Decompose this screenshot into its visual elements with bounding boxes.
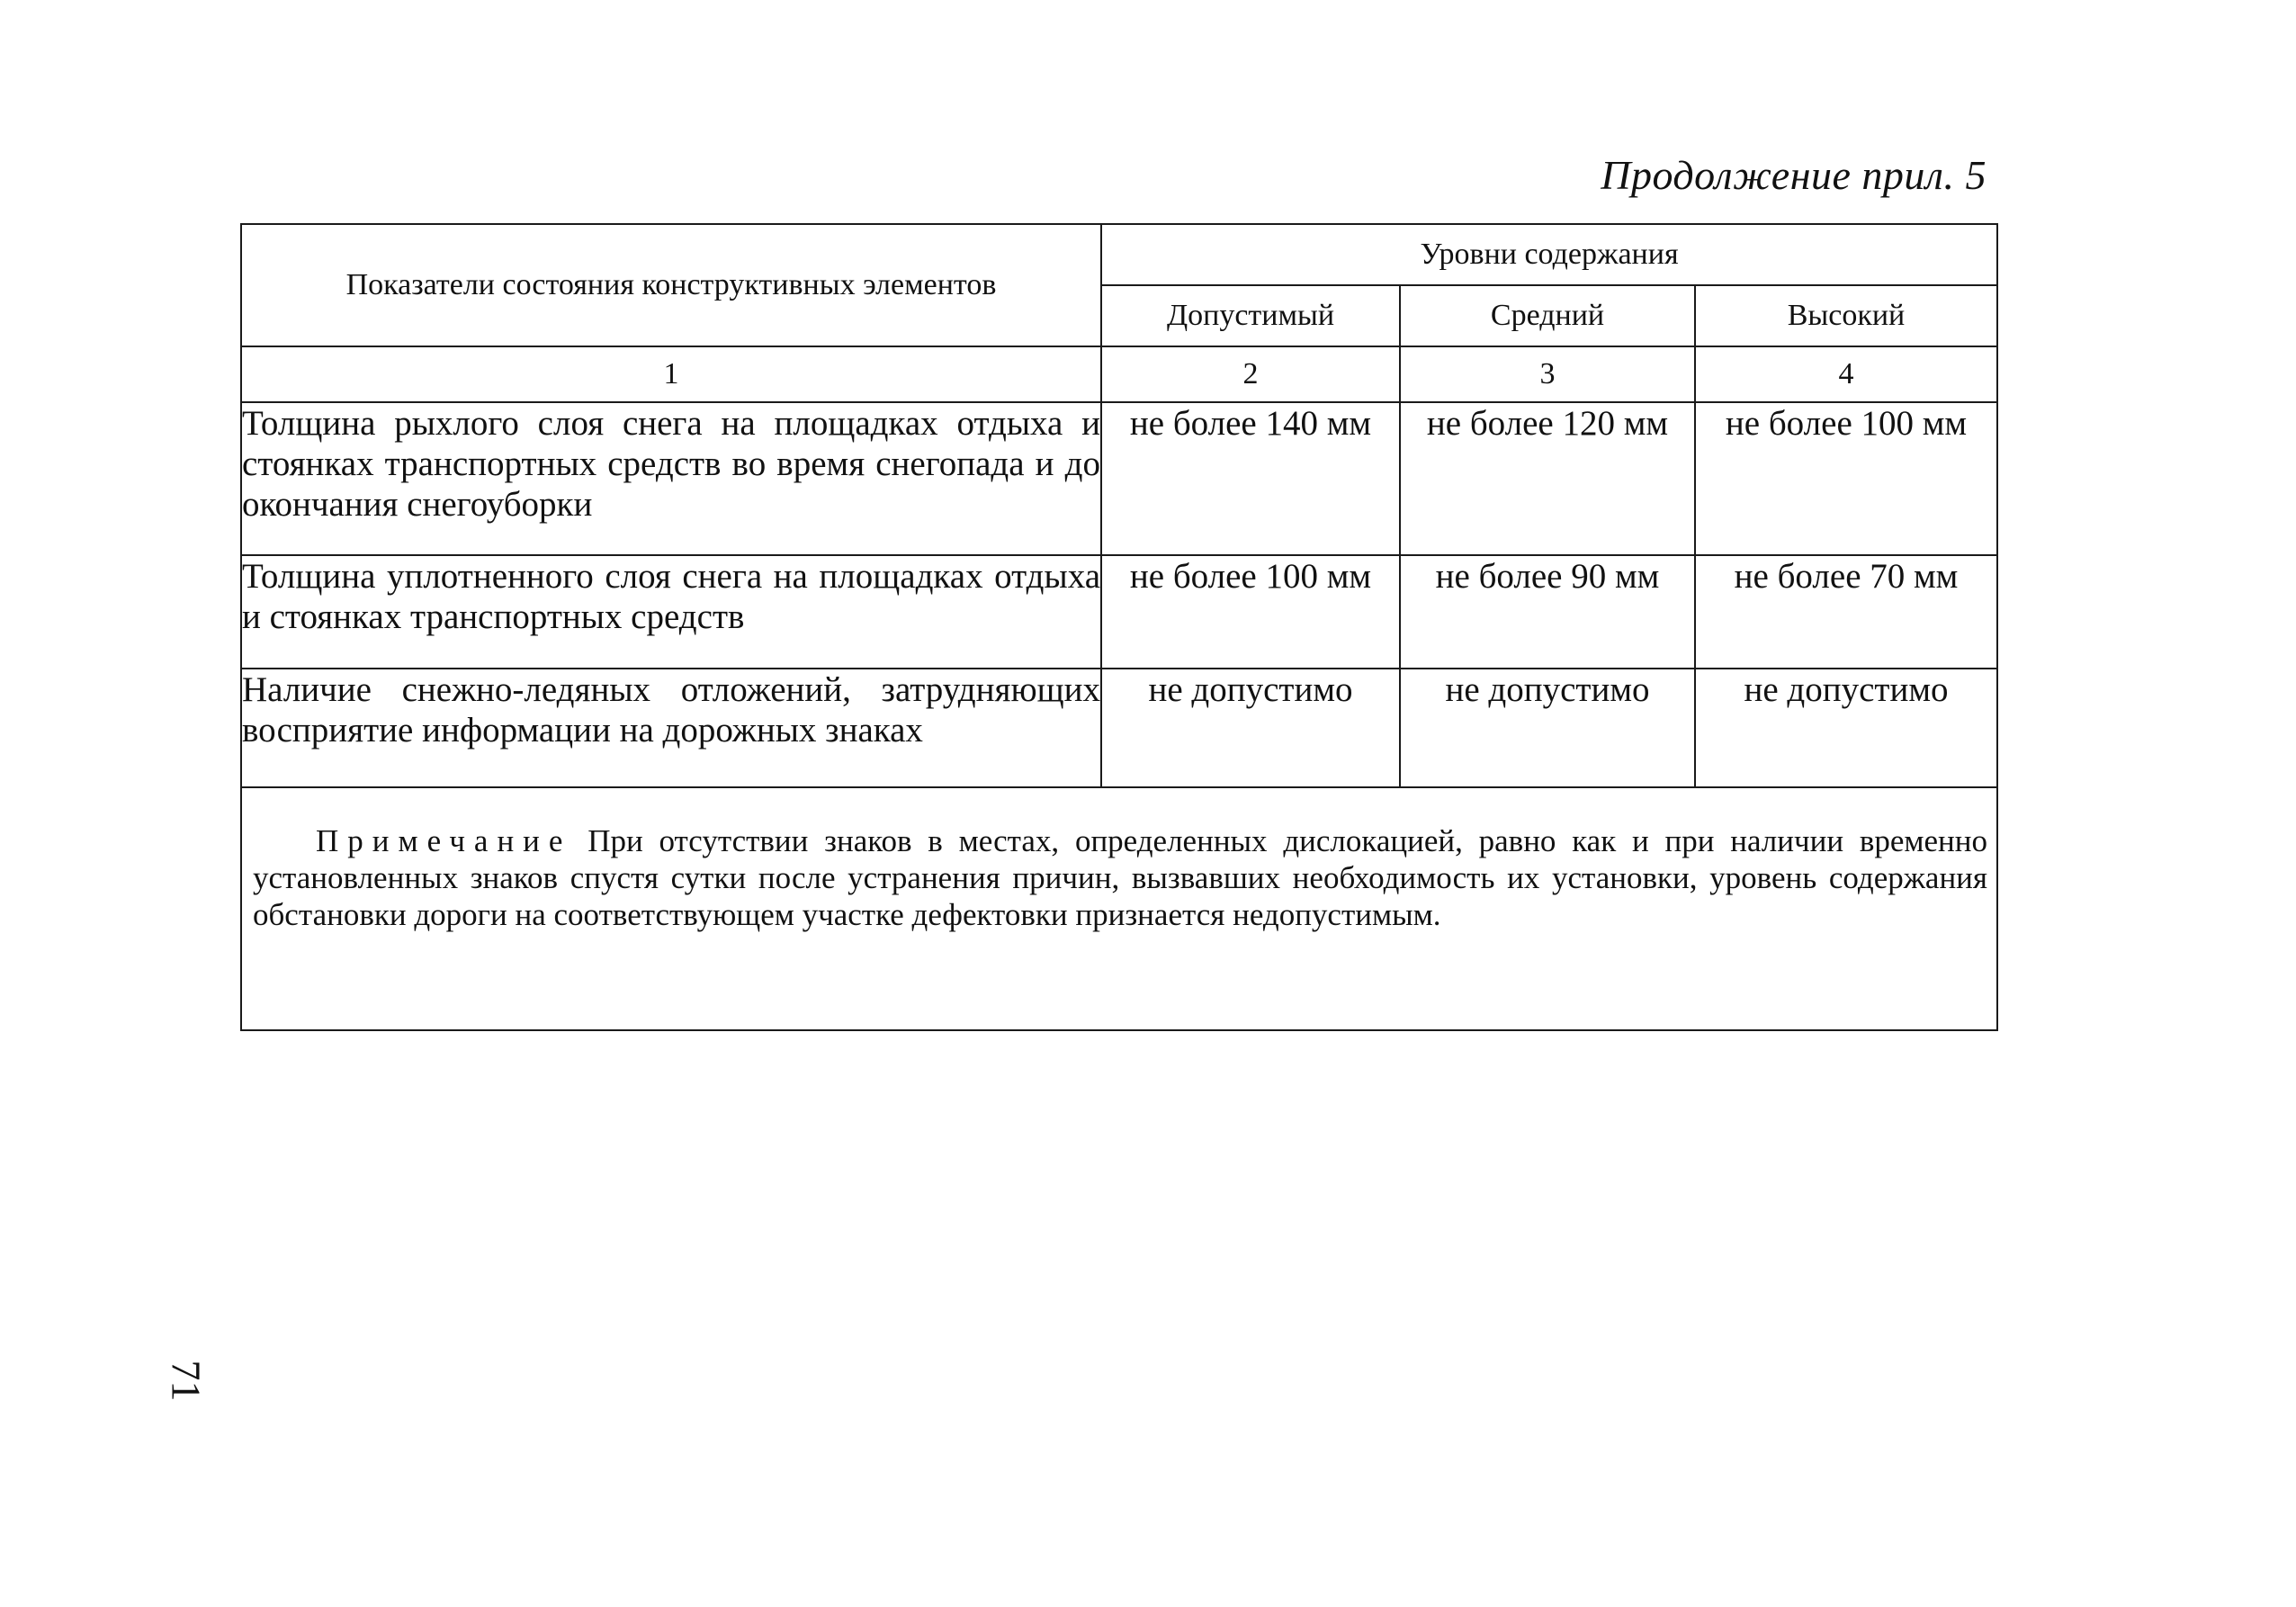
row-value: не более 140 мм bbox=[1101, 402, 1400, 555]
note-row bbox=[241, 787, 1997, 1030]
header-levels: Уровни содержания bbox=[1101, 224, 1997, 285]
header-level-medium: Средний bbox=[1400, 285, 1695, 346]
row-indicator: Наличие снежно-ледяных отложений, затрудняющих восприятие информации на дорожных знаках bbox=[241, 669, 1101, 787]
row-value: не допустимо bbox=[1695, 669, 1997, 787]
table-row bbox=[241, 402, 1997, 555]
row-value: не более 120 мм bbox=[1400, 402, 1695, 555]
continuation-title: Продолжение прил. 5 bbox=[1601, 152, 1987, 198]
row-indicator: Толщина рыхлого слоя снега на площадках отдыха и стоянках транспортных средств во время снегопада и до окончания снегоуборки bbox=[241, 402, 1101, 555]
page-number: 71 bbox=[163, 1360, 210, 1402]
row-value: не допустимо bbox=[1101, 669, 1400, 787]
row-indicator: Толщина уплотненного слоя снега на площадках отдыха и стоянках транспортных средств bbox=[241, 555, 1101, 669]
column-number: 4 bbox=[1695, 346, 1997, 402]
column-number: 1 bbox=[241, 346, 1101, 402]
row-value: не более 100 мм bbox=[1695, 402, 1997, 555]
header-row-1 bbox=[241, 224, 1997, 285]
table-row bbox=[241, 555, 1997, 669]
row-value: не допустимо bbox=[1400, 669, 1695, 787]
row-value: не более 100 мм bbox=[1101, 555, 1400, 669]
row-value: не более 90 мм bbox=[1400, 555, 1695, 669]
table-row bbox=[241, 669, 1997, 787]
header-indicator: Показатели состояния конструктивных элементов bbox=[241, 224, 1101, 346]
note-text: При отсутствии знаков в местах, определенных дислокацией, равно как и при наличии временно установленных знаков спустя сутки после устранения причин, вызвавших необходимость их установки, уровень содержания обстановки дороги на соответствующем участке дефектовки признается недопустимым. bbox=[253, 823, 1988, 932]
levels-table bbox=[240, 223, 1998, 1031]
column-numbers-row bbox=[241, 346, 1997, 402]
header-level-permissible: Допустимый bbox=[1101, 285, 1400, 346]
note bbox=[241, 787, 1997, 1030]
header-level-high: Высокий bbox=[1695, 285, 1997, 346]
note-label: Примечание bbox=[316, 823, 572, 858]
row-value: не более 70 мм bbox=[1695, 555, 1997, 669]
column-number: 3 bbox=[1400, 346, 1695, 402]
column-number: 2 bbox=[1101, 346, 1400, 402]
